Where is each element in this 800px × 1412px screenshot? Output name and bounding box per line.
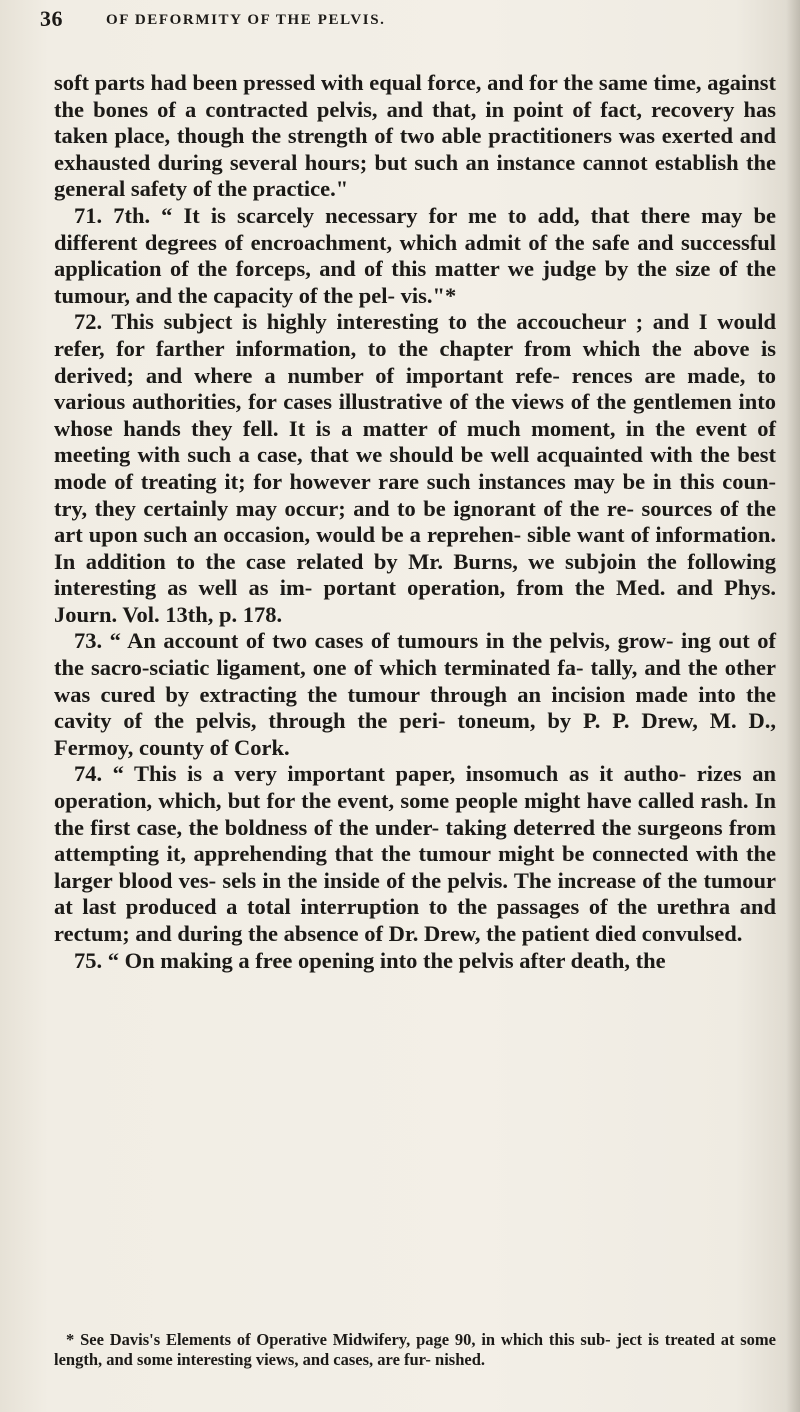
page-gutter-shadow (786, 0, 800, 1412)
paragraph-72: 72. This subject is highly interesting to the accoucheur ; and I would refer, for farther information, to the chapter from which the above is derived; and where a number of important refe- rences are made, to various authorities, for cases illustrative of the views of the gentlemen into whose hands they fell. It is a matter of much moment, in the event of meeting with such a case, that we should be well acquainted with the best mode of treating it; for however rare such instances may be in this coun- try, they certainly may occur; and to be ignorant of the re- sources of the art upon such an occasion, would be a reprehen- sible want of information. In addition to the case related by Mr. Burns, we subjoin the following interesting as well as im- portant operation, from the Med. and Phys. Journ. Vol. 13th, p. 178. (54, 309, 776, 627)
paragraph-71: 71. 7th. “ It is scarcely necessary for me to add, that there may be different degrees of encroachment, which admit of the safe and successful application of the forceps, and of this matter we judge by the size of the tumour, and the capacity of the pel- vis."* (54, 202, 776, 308)
page-number: 36 (40, 6, 63, 31)
footnote-text: * See Davis's Elements of Operative Midwifery, page 90, in which this sub- ject is treated at some length, and some interesting views, and cases, are fur- nished. (54, 1330, 776, 1369)
running-head: OF DEFORMITY OF THE PELVIS. (106, 12, 386, 28)
footnote (54, 1330, 776, 1370)
paragraph-continuation: soft parts had been pressed with equal force, and for the same time, against the bones of a contracted pelvis, and that, in point of fact, recovery has taken place, though the strength of two able practitioners was exerted and exhausted during several hours; but such an instance cannot establish the general safety of the practice." (54, 70, 776, 202)
paragraph-74: 74. “ This is a very important paper, insomuch as it autho- rizes an operation, which, but for the event, some people might have called rash. In the first case, the boldness of the under- taking deterred the surgeons from attempting it, apprehending that the tumour might be connected with the larger blood ves- sels in the inside of the pelvis. The increase of the tumour at last produced a total interruption to the passages of the urethra and rectum; and during the absence of Dr. Drew, the patient died convulsed. (54, 761, 776, 946)
paragraph-73: 73. “ An account of two cases of tumours in the pelvis, grow- ing out of the sacro-sciatic ligament, one of which terminated fa- tally, and the other was cured by extracting the tumour through an incision made into the cavity of the pelvis, through the peri- toneum, by P. P. Drew, M. D., Fermoy, county of Cork. (54, 628, 776, 760)
page-header (20, 6, 780, 36)
body-text (54, 70, 776, 974)
paragraph-75: 75. “ On making a free opening into the pelvis after death, the (74, 947, 666, 973)
